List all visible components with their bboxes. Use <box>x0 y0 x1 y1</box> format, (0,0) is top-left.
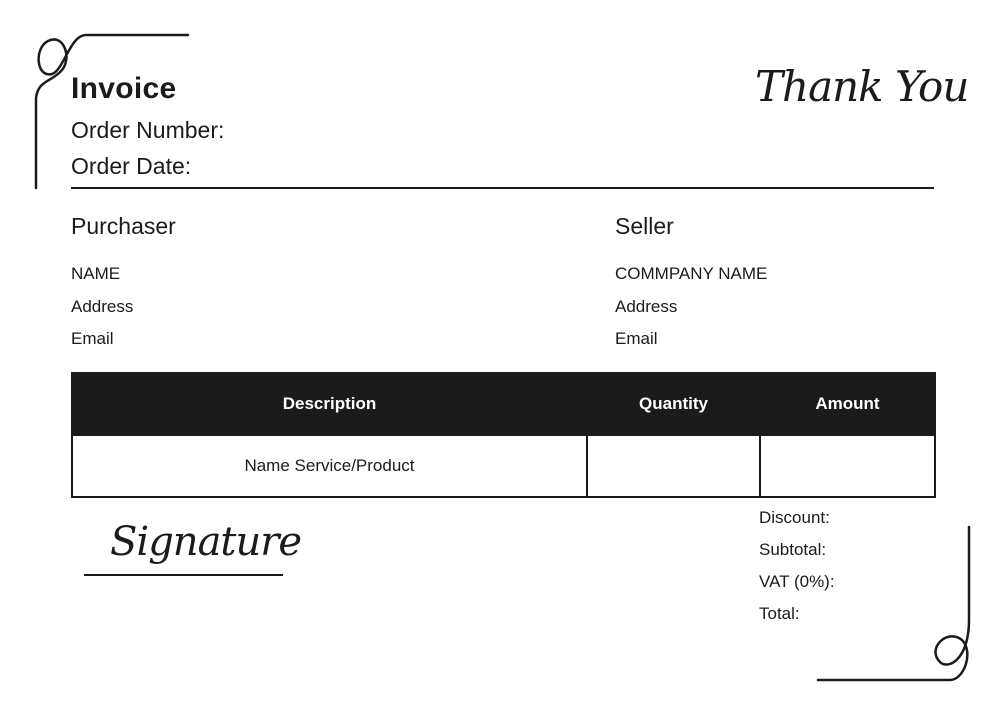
invoice-title: Invoice <box>71 72 177 105</box>
seller-heading: Seller <box>615 213 674 239</box>
purchaser-email: Email <box>71 329 114 348</box>
purchaser-name: NAME <box>71 264 121 283</box>
column-header-description: Description <box>72 373 587 435</box>
table-row <box>72 435 935 497</box>
seller-email: Email <box>615 329 658 348</box>
vat-label: VAT (0%): <box>759 572 835 591</box>
seller-address: Address <box>615 297 678 316</box>
signature-script: Signature <box>110 519 302 565</box>
column-header-amount: Amount <box>760 373 935 435</box>
column-header-quantity: Quantity <box>587 373 760 435</box>
order-number-label: Order Number: <box>71 117 225 143</box>
total-label: Total: <box>759 604 800 623</box>
items-table <box>71 372 936 498</box>
purchaser-address: Address <box>71 297 134 316</box>
thank-you-script: Thank You <box>755 62 969 111</box>
cell-quantity <box>587 435 760 497</box>
order-date-label: Order Date: <box>71 153 192 179</box>
seller-company: COMMPANY NAME <box>615 264 768 283</box>
purchaser-heading: Purchaser <box>71 213 176 239</box>
subtotal-label: Subtotal: <box>759 540 827 559</box>
header-divider <box>71 187 934 189</box>
discount-label: Discount: <box>759 508 830 527</box>
table-header-row <box>72 373 935 435</box>
cell-amount <box>760 435 935 497</box>
cell-description: Name Service/Product <box>72 435 587 497</box>
